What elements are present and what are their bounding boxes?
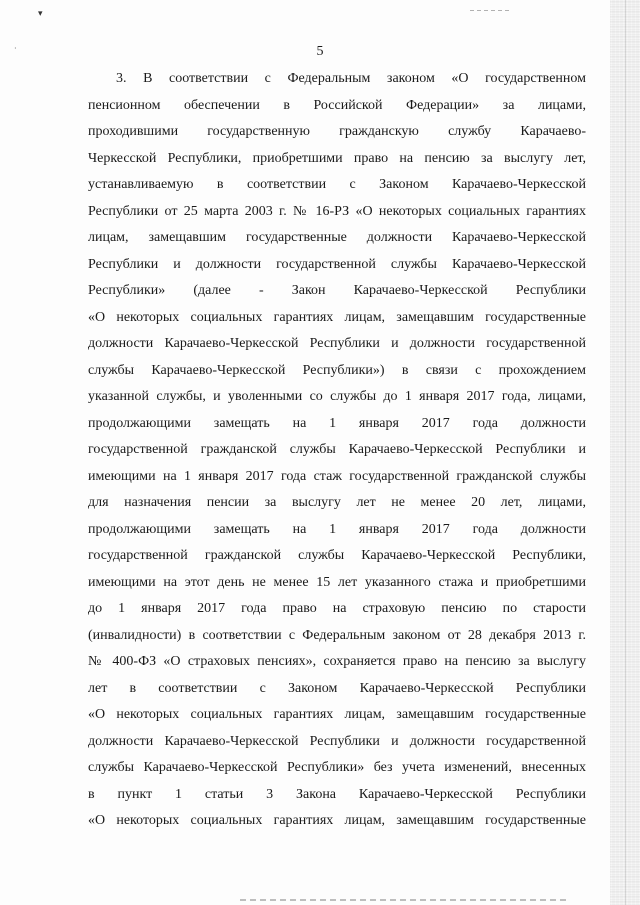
text-line: должности Карачаево-Черкесской Республики и должности государственной — [88, 336, 586, 351]
text-line: проходившими государственную гражданскую службу Карачаево- — [88, 124, 586, 139]
text-line: пенсионном обеспечении в Российской Федерации» за лицами, — [88, 97, 586, 113]
scan-artifact-top — [470, 10, 510, 11]
text-line: в пункт 1 статьи 3 Закона Карачаево-Черкесской Республики — [88, 786, 586, 802]
text-line: должности Карачаево-Черкесской Республики и должности государственной — [88, 733, 586, 749]
text-line: службы Карачаево-Черкесской Республики») в связи с прохождением — [88, 362, 586, 378]
body-text — [88, 66, 586, 835]
page-number: 5 — [316, 44, 324, 59]
text-line: продолжающими замещать на 1 января 2017 года должности — [88, 521, 586, 537]
side-mark-icon: · — [14, 44, 17, 53]
text-line: Республики от 25 марта 2003 г. № 16-РЗ «О некоторых социальных гарантиях — [88, 203, 586, 219]
text-line: лицам, замещавшим государственные должности Карачаево-Черкесской — [88, 230, 586, 245]
text-line: до 1 января 2017 года право на страховую пенсию по старости — [88, 601, 586, 616]
corner-mark-icon: ▾ — [38, 8, 43, 18]
text-line: службы Карачаево-Черкесской Республики» без учета изменений, внесенных — [88, 760, 586, 775]
text-line: «О некоторых социальных гарантиях лицам, замещавшим государственные — [88, 309, 586, 325]
scan-artifact-bottom — [240, 899, 570, 901]
text-line: государственной гражданской службы Карачаево-Черкесской Республики и — [88, 442, 586, 457]
text-line: Республики» (далее - Закон Карачаево-Черкесской Республики — [88, 283, 586, 298]
text-line: имеющими на 1 января 2017 года стаж государственной гражданской службы — [88, 468, 586, 484]
scan-edge-artifact — [610, 0, 640, 905]
text-line: государственной гражданской службы Карачаево-Черкесской Республики, — [88, 548, 586, 563]
text-line: Республики и должности государственной службы Карачаево-Черкесской — [88, 256, 586, 272]
text-line: продолжающими замещать на 1 января 2017 года должности — [88, 415, 586, 431]
text-line: «О некоторых социальных гарантиях лицам, замещавшим государственные — [88, 813, 586, 828]
text-line: 3. В соответствии с Федеральным законом «О государственном — [116, 71, 586, 86]
text-line: лет в соответствии с Законом Карачаево-Черкесской Республики — [88, 680, 586, 696]
text-line: № 400-ФЗ «О страховых пенсиях», сохраняется право на пенсию за выслугу — [88, 654, 586, 669]
text-line: (инвалидности) в соответствии с Федеральным законом от 28 декабря 2013 г. — [88, 627, 586, 643]
text-line: для назначения пенсии за выслугу лет не менее 20 лет, лицами, — [88, 495, 586, 510]
text-line: имеющими на этот день не менее 15 лет указанного стажа и приобретшими — [88, 574, 586, 590]
text-line: Черкесской Республики, приобретшими право на пенсию за выслугу лет, — [88, 150, 586, 166]
text-line: указанной службы, и уволенными со службы до 1 января 2017 года, лицами, — [88, 389, 586, 404]
text-line: устанавливаемую в соответствии с Законом Карачаево-Черкесской — [88, 177, 586, 192]
text-line: «О некоторых социальных гарантиях лицам, замещавшим государственные — [88, 707, 586, 722]
